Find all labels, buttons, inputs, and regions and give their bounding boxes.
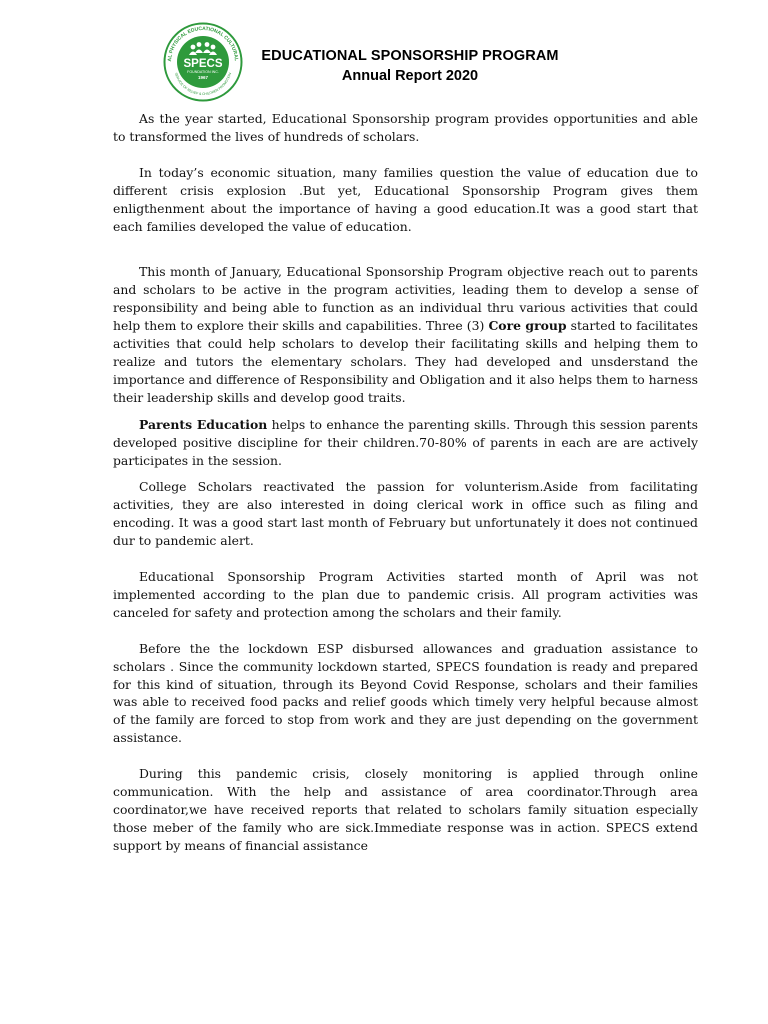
paragraph-intro: As the year started, Educational Sponsorship program provides opportunities and able to transformed the lives of hundreds of scholars. <box>113 111 698 144</box>
report-header <box>240 48 580 84</box>
logo-subtitle: FOUNDATION INC. <box>187 70 219 74</box>
logo-year: 1967 <box>197 75 209 80</box>
report-subtitle: Annual Report 2020 <box>341 68 479 84</box>
text-run: This month of January, Educational Sponsorship Program objective reach out to parents and scholars to be active in the program activities, leading them to develop a sense of responsibility and being able to function as an individual thru various activities that could help them to explore their skills and capabilities. Three (3) <box>113 264 698 334</box>
text-run: helps to enhance the parenting skills. Through this session parents developed positive discipline for their children.70-80% of parents in each are are actively participates in the session. <box>113 416 698 468</box>
specs-foundation-logo <box>163 22 243 102</box>
logo-ring-bottom-text: SERVICE OF RELIEF & CHILDREN PROMOTION <box>173 72 233 97</box>
report-title: EDUCATIONAL SPONSORSHIP PROGRAM <box>261 48 559 64</box>
text-run: started to facilitates activities that could help scholars to develop their facilitating skills and helping them to realize and tutors the elementary scholars. They had developed and unsderstand the importance and difference of Responsibility and Obligation and it also helps them to harness their leadership skills and develop good traits. <box>113 318 698 405</box>
paragraph-parents-education <box>113 416 698 470</box>
paragraph-economic-situation: In today’s economic situation, many families question the value of education due to different crisis explosion .But yet, Educational Sponsorship Program gives them enligthenment about the importance of having a good education.It was a good start that each families developed the value of education. <box>113 164 698 234</box>
report-body <box>113 110 698 855</box>
bold-term-parents-education: Parents Education <box>139 416 268 432</box>
logo-ring-top-text: AL PHYSICAL EDUCATIONAL CULTURAL <box>166 25 240 62</box>
paragraph-lockdown: Before the the lockdown ESP disbursed allowances and graduation assistance to scholars . Since the community lockdown started, SPECS foundation is ready and prepared for this kind of situation, through its Beyond Covid Response, scholars and their families was able to received food packs and relief goods which timely very helpful because almost of the family are forced to stop from work and they are just depending on the government assistance. <box>113 640 698 746</box>
logo-name: SPECS <box>183 58 223 70</box>
paragraph-monitoring: During this pandemic crisis, closely monitoring is applied through online communication. With the help and assistance of area coordinator.Through area coordinator,we have received reports that related to scholars family situation especially those meber of the family who are sick.Immediate response was in action. SPECS extend support by means of financial assistance <box>113 766 698 853</box>
paragraph-april-activities: Educational Sponsorship Program Activities started month of April was not implemented according to the plan due to pandemic crisis. All program activities was canceled for safety and protection among the scholars and their family. <box>113 569 698 620</box>
bold-term-core-group: Core group <box>488 318 567 334</box>
paragraph-college-scholars: College Scholars reactivated the passion for volunterism.Aside from facilitating activities, they are also interested in doing clerical work in office such as filing and encoding. It was a good start last month of February but unfortunately it does not continued dur to pandemic alert. <box>113 479 698 549</box>
paragraph-january <box>113 263 698 406</box>
